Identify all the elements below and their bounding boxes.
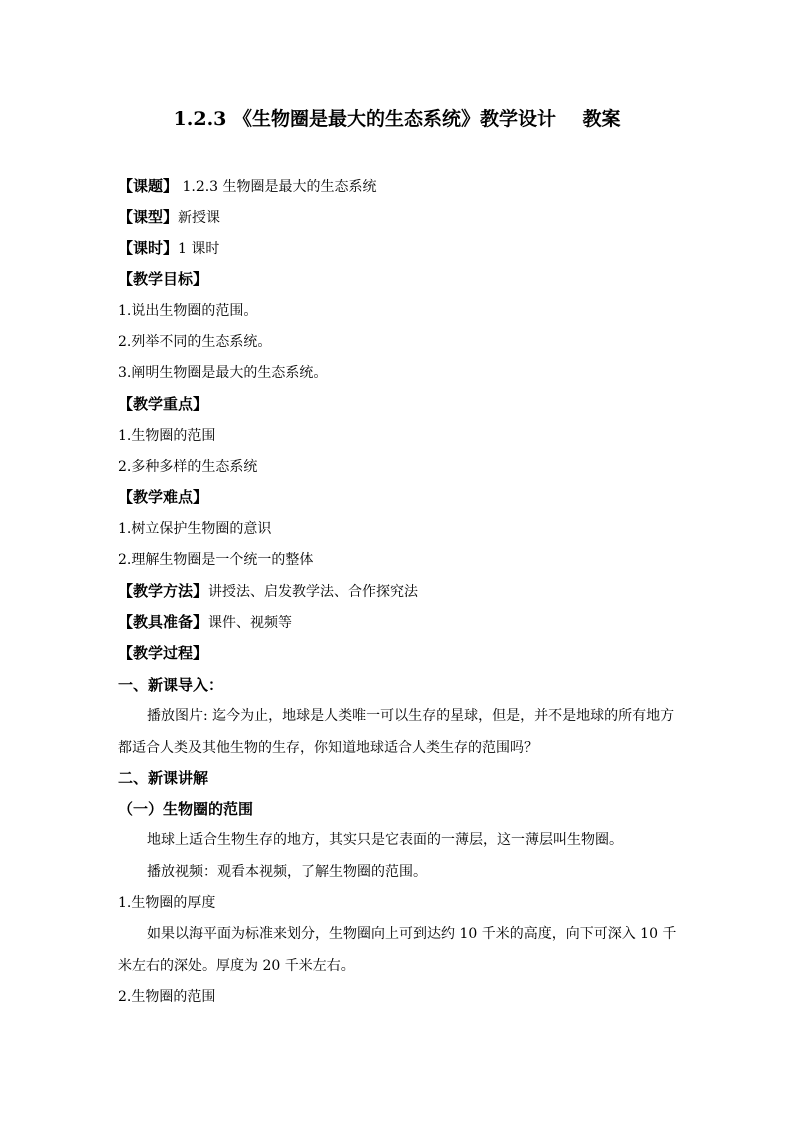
meta-topic-label: 【课题】 <box>118 177 179 195</box>
intro-heading: 一、新课导入： <box>118 676 224 694</box>
difficulty-item: 1.树立保护生物圈的意识 <box>118 521 272 537</box>
intro-paragraph: 播放图片: 迄今为止，地球是人类唯一可以生存的星球，但是，并不是地球的所有地方都适合人类及其他生物的生存，你知道地球适合人类生存的范围吗？ <box>118 708 675 756</box>
subsection-heading: （一）生物圈的范围 <box>118 800 254 818</box>
objective-item: 3.阐明生物圈是最大的生态系统。 <box>118 365 328 381</box>
thickness-paragraph: 如果以海平面为标准来划分，生物圈向上可到达约 10 千米的高度，向下可深入 10 千米左右的深处。厚度为 20 千米左右。 <box>118 926 677 974</box>
meta-hours-value: 1 课时 <box>178 241 220 257</box>
process-heading: 【教学过程】 <box>118 644 209 662</box>
meta-type-label: 【课型】 <box>118 208 179 226</box>
objective-item: 2.列举不同的生态系统。 <box>118 334 272 350</box>
materials-line <box>118 613 292 632</box>
document-title: 1.2.3 《生物圈是最大的生态系统》教学设计 教案 <box>173 108 621 130</box>
objective-item: 1.说出生物圈的范围。 <box>118 303 258 319</box>
range-heading: 2.生物圈的范围 <box>118 989 216 1005</box>
materials-label: 【教具准备】 <box>118 613 209 631</box>
key-point-item: 1.生物圈的范围 <box>118 428 216 444</box>
meta-topic <box>118 177 377 196</box>
key-point-item: 2.多种多样的生态系统 <box>118 459 258 475</box>
sub1-paragraph-1: 地球上适合生物生存的地方，其实只是它表面的一薄层，这一薄层叫生物圈。 <box>147 832 623 848</box>
methods-label: 【教学方法】 <box>118 582 209 600</box>
difficulty-item: 2.理解生物圈是一个统一的整体 <box>118 552 314 568</box>
materials-value: 课件、视频等 <box>208 615 293 631</box>
sub1-paragraph-2: 播放视频：观看本视频，了解生物圈的范围。 <box>147 864 427 880</box>
key-points-heading: 【教学重点】 <box>118 395 209 413</box>
methods-value: 讲授法、启发教学法、合作探究法 <box>208 584 419 600</box>
thickness-heading: 1.生物圈的厚度 <box>118 895 216 911</box>
methods-line <box>118 582 418 601</box>
objectives-heading: 【教学目标】 <box>118 270 209 288</box>
meta-type-value: 新授课 <box>178 210 221 226</box>
meta-topic-value: 1.2.3 生物圈是最大的生态系统 <box>178 179 377 195</box>
lecture-heading: 二、新课讲解 <box>118 769 209 787</box>
meta-type <box>118 208 220 227</box>
difficulties-heading: 【教学难点】 <box>118 488 209 506</box>
meta-hours-label: 【课时】 <box>118 239 179 257</box>
meta-hours <box>118 239 219 258</box>
